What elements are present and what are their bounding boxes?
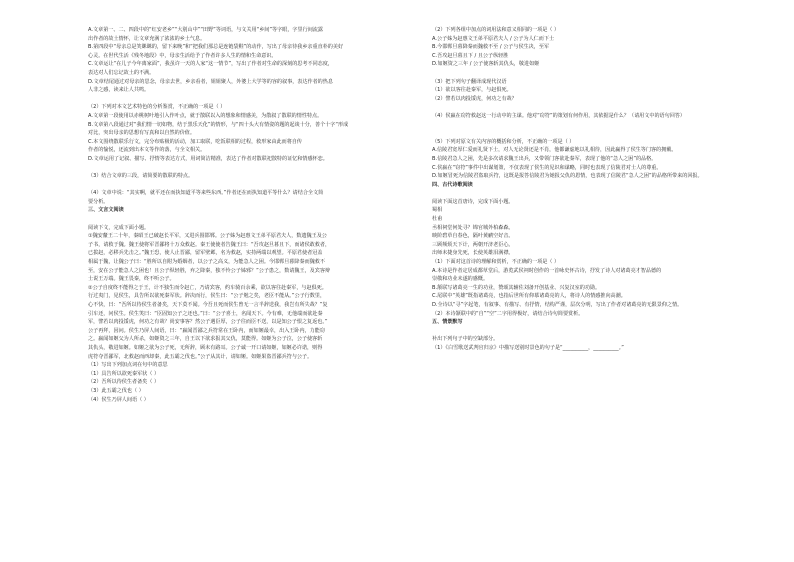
text-line [432,103,784,112]
text-line: 士说王万端。魏王畏秦，终不听公子。 [88,276,175,283]
text-line: 映阶碧草自春色，隔叶黄鹂空好音。 [432,233,514,240]
text-line [432,189,784,198]
text-line [88,181,440,190]
text-line: （1）欲以客往赴秦军，与赵俱死。 [432,87,512,94]
text-line: 心灵。在世代生活《残冬地段》中，母亲生活给予了作者许多人生的情和生命意识。 [88,52,277,59]
text-line: C.侯嬴在“窃符”事件中出谋划策，不仅表现了侯生的见识和谋略，同时也表现了信陵君对士人的尊重。 [432,164,662,171]
section-heading: 五、情景默写 [432,319,463,326]
text-line: 出师未捷身先死，长使英雄泪满襟。 [432,250,514,257]
text-line: 至，安在公子能急人之困也！且公子纵轻胜，弃之降秦，独不怜公子姊邪？”公子患之，数请魏王，及宾客辩 [88,267,331,274]
text-line: （3）把下列句子翻译成现代汉语 [432,78,507,85]
text-line: （2）本诗颔联中的“自”“空”二字用得极好，请结合诗句简要赏析。 [432,310,584,317]
text-line: 丞相祠堂何处寻？锦官城外柏森森。 [432,224,514,231]
text-line: D.文章运用了记叙、描写、抒情等表达方式，用词简洁精准，表达了作者对散联祀散特的证忆和情感怀恋。 [88,155,328,162]
text-line: （1）写出下列加点词在句中的意思 [88,362,168,369]
text-line: （1）下面对这首诗的理解和赏析，不正确的一项是（ ） [432,259,560,266]
text-line: 对比，突出母亲的思想有写真和以自然的价值。 [88,130,195,137]
text-line: C.吾攻赵旦暮且下 / 且公子纵轻胜 [432,52,509,59]
text-line: B.颔联写诸葛亮一生的功业，赞颂其辅佐刘备开创基业、兴复汉室的功勋。 [432,284,601,291]
text-line: D.如姬冒死为信陵君盗取兵符，这既是报答信陵君为她报父仇的恩情，也表现了信陵君“急人之困”的品格所带来的回报。 [432,173,703,180]
text-line: 相属于魏，让魏公子曰：“胜所以自附为婚姻者，以公子之高义，为能急人之困。今邯郸旦暮降秦而魏救不 [88,259,325,266]
text-line: 公子再拜，因问。侯生乃屏人间语，曰：“嬴闻晋鄙之兵符常在王卧内，而如姬最幸，出入王卧内，力能窃 [88,327,325,334]
text-line: （5）下列对原文有关内容的概括和分析，不正确的一项是（ ） [432,138,575,145]
section-heading: 四、古代诗歌阅读 [432,181,473,188]
text-line: D.全诗以“寻”字起笔，有叙事、有描写、有抒情，结构严谨，层次分明，写出了作者对诸葛亮的无限景仰之情。 [432,302,683,308]
text-line [88,95,440,104]
text-line: 虎符夺晋鄙军，北救赵而西却秦，此五霸之伐也。”公子从其计，请如姬。如姬果盗晋鄙兵符与公子。 [88,353,313,360]
text-line: （1）具告所以欲死秦军状（ ） [88,370,160,377]
text-line: ①魏安釐王二十年，秦昭王已破赵长平军，又进兵围邯郸。公子姊为赵惠文王弟平原君夫人，数遗魏王及公 [88,233,327,240]
text-line: 阅读下面这首唐诗，完成下面小题。 [432,198,514,205]
text-line [432,327,784,336]
text-line: 人非之感，读来让人共鸣。 [88,87,150,94]
text-line: D.文章结尾通过对母亲的思念，母亲去世，乡亲看者，姐姐聚人，外婆上大学等的容的叙事，表达作者的热息 [88,78,333,85]
text-line: （2）下列各组中加点的词用法和意义相同的一项是（ ） [432,27,560,33]
text-line: B.第四段中“母亲总是笑眯眯的，留下来晚”和“把我们那总是连链袋鞋”的动作，写出了母亲待我乡亲重直朴的美好 [88,44,344,51]
text-line: 三顾频烦天下计，两朝开济老臣心。 [432,241,514,248]
text-line: ②公子自度终不能得之于王，计不独生而令赵亡，乃请宾客，约车骑百余乘，欲以客往赴秦军，与赵俱死。 [88,284,327,291]
text-line: D.如姬资之三年 / 公子使客斩其仇头，敬进如姬 [432,61,540,68]
text-line: （3）结合文章的三段，请简要的散联的特点。 [88,173,194,180]
text-line [88,164,440,173]
text-line: 杜甫 [432,216,443,223]
text-line: B.信陵君急人之困，先是多次请求魏王出兵，又带领门客欲赴秦军，表现了他的“急人之困”的品格。 [432,155,657,162]
text-line: （2）吾所以待侯生者备矣（ ） [88,379,160,386]
text-line: 之。嬴闻如姬父为人所杀，如姬资之三年，自王以下欲求报其父仇，莫能得。如姬为公子泣，公子使客斩 [88,336,323,343]
text-line: （4）侯嬴在窃符救赵这一行动中的主谋。他对“窃符”的策划有何作用，其依据是什么？（请用文中的语句回答） [432,112,686,119]
text-line: 心不快，曰：“吾所以待侯生者备矣，天下莫不闻。今吾且死而侯生曾无一言半辞送我，我岂有所失哉？”复 [88,302,328,308]
text-line: C.文章运让“在儿子今年离家面”，我虽许一天的人家“这一情节”，写出了作者对生命的深刻的思考不同态度， [88,61,333,68]
text-line: 军，譬若以肉投馁虎，何功之有哉？尚安事客？然公子遇臣厚，公子往而臣不送，以是知公子恨之复返也。” [88,319,328,326]
right-column [432,26,784,353]
text-line: 阅读下文，完成下面小题。 [88,224,150,231]
text-line: （4）文章中说：“其实啊，就平还在而执知道平等来些东西。”作者还在而执知道平等什么？请结合全文简 [88,190,324,197]
text-line: 子书，请救于魏。魏王使将军晋鄙将十万众救赵。秦王使使者告魏王曰：“吾攻赵旦暮且下，而诸侯敢救者， [88,241,331,248]
text-line: 出作者的故土情怀，让文章充满了浓浓的乡土气息。 [88,35,206,42]
text-line: 表达对人们忘记故土的不满。 [88,69,155,76]
text-line: 崇敬和功业未遂的感慨。 [432,276,489,283]
text-line: （1）《白雪歌送武判官归京》中描写送别时景色的句子是“__________，__________。” [432,344,624,351]
text-line: 作者的愉悦，还流到出本文等作的落，与全文相关。 [88,147,206,154]
text-line: A.公子姊为赵惠文王弟平原君夫人 / 公子为人仁而下士 [432,35,555,42]
text-line: 引车还，问侯生。侯生笑曰：“臣固知公子之还也。”曰：“公子喜士，名闻天下。今有难，无他端而欲赴秦 [88,310,323,317]
text-line: B.今邯郸旦暮降秦而魏救不至 / 公子与侯生决，至军 [432,44,550,51]
text-line [88,215,440,224]
text-line: （4）侯生乃屏人间语（ ） [88,396,149,403]
text-line: （2）譬若以肉投馁虎，何功之有哉？ [432,95,517,102]
left-column [88,26,440,404]
text-line: A.信陵君宽厚仁爱而礼贤下士，对人无论贤还是不肖，他都谦虚地以礼相待，因此赢得了侯生等门客的拥戴。 [432,147,677,154]
section-heading: 三、文言文阅读 [88,207,124,214]
text-line: C.尾联中“英雄”既指诸葛亮，也指后世所有仰慕诸葛亮的人，将诗人的情感推向高潮。 [432,293,626,300]
text-line [432,129,784,138]
text-line: 行过夷门，见侯生，具告所以欲死秦军状。辞决而行，侯生曰：“公子勉之矣，老臣不能从。”公子行数里， [88,293,326,300]
text-line: 要分析。 [88,198,109,205]
text-line: 其仇头，敬进如姬。如姬之欲为公子死，无所辞，顾未有路耳。公子诚一开口请如姬，如姬必许诺，则得 [88,344,323,351]
text-line: 补出下列句子中的空缺部分。 [432,336,499,343]
text-line: 已拔赵，必移兵先击之。”魏王恐，使人止晋鄙，留军壁邺，名为救赵，实持两端以观望。平原君使者冠盖 [88,250,323,257]
text-line: C.本文围绕散联乐行文，完分布贴极的活动，加工取联，吃饭联相的过程，救形家由此而将自传 [88,138,303,145]
text-line: （3）此五霸之伐也（ ） [88,387,144,394]
text-line: A.文章第一、二、四段中的“红安老乡”“大别山中”“田野”等词语，与文关用“乡间”等字眼，字里行间流露 [88,27,323,33]
text-line: 蜀相 [432,207,443,214]
text-line: B.文章第八段通过对“我们情一切如物，结于黑乐天化”的情形，与“四十头大有情姿的题的起谈十分，善个十字“形成 [88,121,349,128]
text-line [432,121,784,130]
text-line: （2）下列对本文艺术特色的分析鉴赏，不正确的一项是（ ） [88,104,226,111]
text-line [432,69,784,78]
text-line: A.本诗是作者定居成都草堂后，游览武侯祠时创作的一首咏史怀古诗，抒发了诗人对诸葛亮才智品德的 [432,267,662,274]
text-line: A.文章第一段使用以赤桃树叶地引入作叶点，就于散联以入的想象和情感美，为散叙了散联的情性特点。 [88,112,323,119]
